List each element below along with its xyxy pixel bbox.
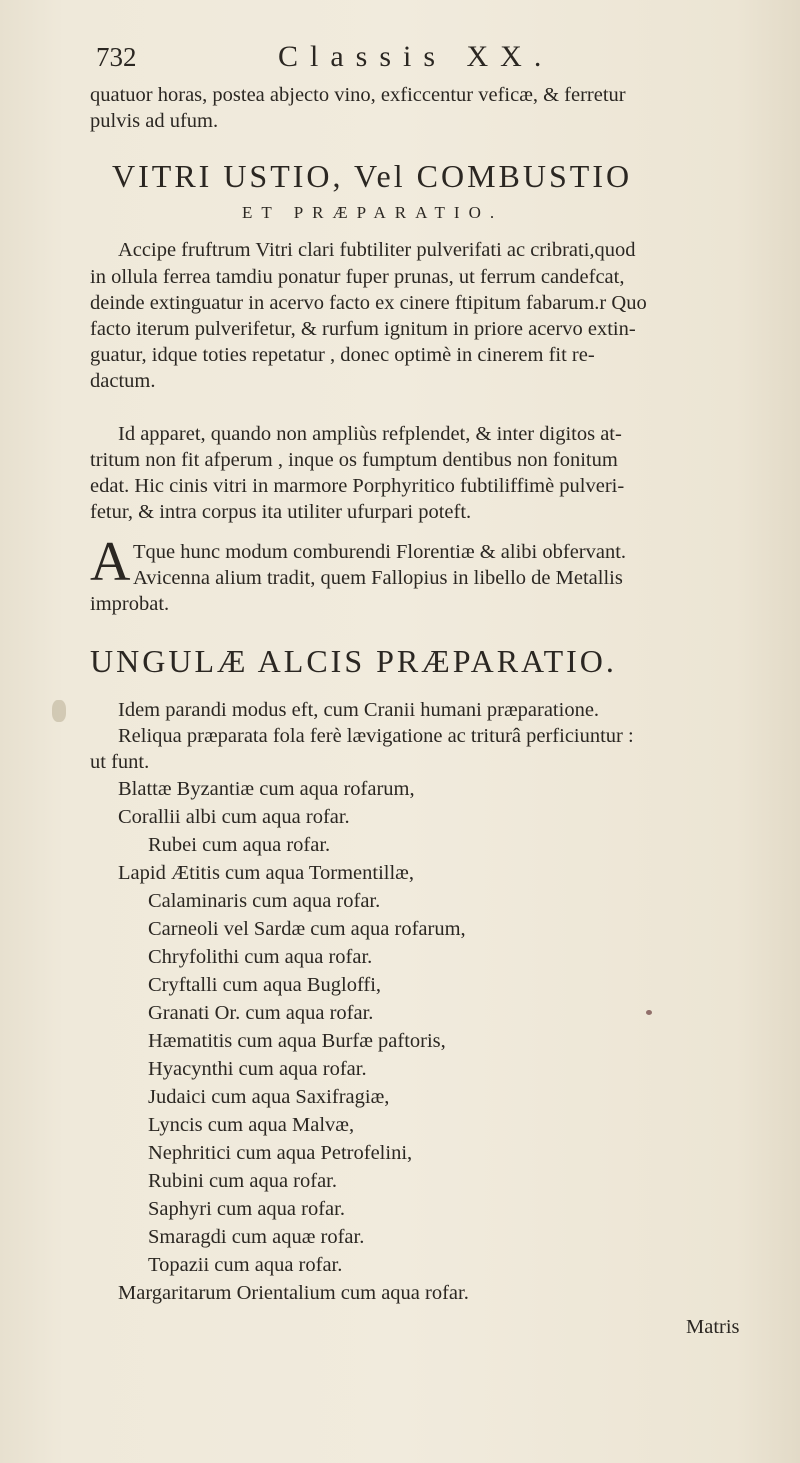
list-item: Judaici cum aqua Saxifragiæ, — [148, 1086, 390, 1108]
text-line: pulvis ad ufum. — [90, 110, 219, 132]
ink-speck — [646, 1010, 652, 1015]
list-item: Lyncis cum aqua Malvæ, — [148, 1114, 355, 1136]
list-item: Blattæ Byzantiæ cum aqua rofarum, — [118, 778, 415, 800]
text-line: fetur, & intra corpus ita utiliter ufurpari poteft. — [90, 501, 472, 523]
text-line: Id apparet, quando non ampliùs refplendet, & inter digitos at- — [118, 423, 622, 445]
text-line: Accipe fruftrum Vitri clari fubtiliter pulverifati ac cribrati,quod — [118, 239, 636, 261]
text-line: dactum. — [90, 370, 156, 392]
text-line: in ollula ferrea tamdiu ponatur fuper prunas, ut ferrum candefcat, — [90, 266, 625, 288]
page-number: 732 — [96, 42, 137, 72]
list-item: Granati Or. cum aqua rofar. — [148, 1002, 374, 1024]
drop-cap: A — [90, 531, 131, 593]
running-head: Classis XX. — [278, 40, 554, 73]
section-title-vitri-ustio: VITRI USTIO, Vel COMBUSTIO — [112, 158, 633, 194]
list-item: Hæmatitis cum aqua Burfæ paftoris, — [148, 1030, 446, 1052]
text-line: tritum non fit afperum , inque os fumptum dentibus non fonitum — [90, 449, 618, 471]
list-item: Nephritici cum aqua Petrofelini, — [148, 1142, 413, 1164]
list-item: Rubei cum aqua rofar. — [148, 834, 331, 856]
page-header — [96, 40, 716, 80]
list-item: Carneoli vel Sardæ cum aqua rofarum, — [148, 918, 466, 940]
text-line: Idem parandi modus eft, cum Cranii humani præparatione. — [118, 699, 600, 721]
text-line: Reliqua præparata fola ferè lævigatione ac triturâ perficiuntur : — [118, 725, 634, 747]
list-item: Rubini cum aqua rofar. — [148, 1170, 338, 1192]
list-item: Margaritarum Orientalium cum aqua rofar. — [118, 1282, 469, 1304]
list-item: Saphyri cum aqua rofar. — [148, 1198, 345, 1220]
list-item: Topazii cum aqua rofar. — [148, 1254, 343, 1276]
list-item: Calaminaris cum aqua rofar. — [148, 890, 381, 912]
text-line: improbat. — [90, 593, 170, 615]
list-item: Cryftalli cum aqua Bugloffi, — [148, 974, 382, 996]
list-item: Lapid Ætitis cum aqua Tormentillæ, — [118, 862, 414, 884]
paper-stain — [52, 700, 66, 722]
text-line: Avicenna alium tradit, quem Fallopius in libello de Metallis — [133, 567, 623, 589]
list-item: Chryfolithi cum aqua rofar. — [148, 946, 373, 968]
text-line: facto iterum pulverifetur, & rurfum ignitum in priore acervo extin- — [90, 318, 636, 340]
text-line: edat. Hic cinis vitri in marmore Porphyritico fubtiliffimè pulveri- — [90, 475, 625, 497]
text-line: deinde extinguatur in acervo facto ex cinere ftipitum fabarum.r Quo — [90, 292, 647, 314]
catchword: Matris — [686, 1316, 740, 1338]
list-item: Hyacynthi cum aqua rofar. — [148, 1058, 367, 1080]
text-line: quatuor horas, postea abjecto vino, exficcentur veficæ, & ferretur — [90, 84, 626, 106]
text-line: guatur, idque toties repetatur , donec optimè in cinerem fit re- — [90, 344, 595, 366]
section-title-ungulae-alcis: UNGULÆ ALCIS PRÆPARATIO. — [90, 643, 617, 679]
text-line: Tque hunc modum comburendi Florentiæ & alibi obfervant. — [133, 541, 627, 563]
list-item: Smaragdi cum aquæ rofar. — [148, 1226, 365, 1248]
list-item: Corallii albi cum aqua rofar. — [118, 806, 350, 828]
section-subtitle: ET PRÆPARATIO. — [242, 203, 504, 222]
text-line: ut funt. — [90, 751, 150, 773]
